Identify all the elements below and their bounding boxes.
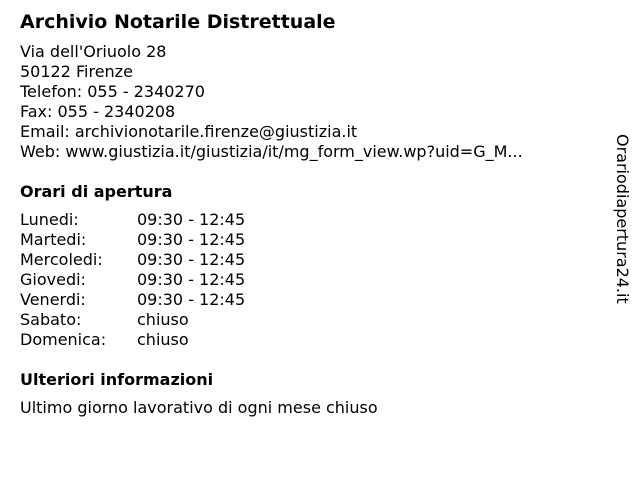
hours-value: 09:30 - 12:45 (137, 250, 246, 269)
hours-row (20, 270, 245, 290)
hours-value: 09:30 - 12:45 (137, 210, 246, 229)
hours-row (20, 230, 245, 250)
hours-value: chiuso (137, 330, 189, 349)
email-line: Email: archivionotarile.firenze@giustizia.it (20, 122, 358, 141)
additional-info-heading: Ulteriori informazioni (20, 370, 214, 389)
day-label: Venerdi: (20, 290, 86, 309)
day-label: Sabato: (20, 310, 82, 329)
contact-block (20, 42, 600, 162)
hours-row (20, 310, 245, 330)
opening-hours-table (20, 210, 245, 350)
hours-value: 09:30 - 12:45 (137, 230, 246, 249)
store-info-card (20, 10, 600, 418)
hours-row (20, 290, 245, 310)
phone-line: Telefon: 055 - 2340270 (20, 82, 205, 101)
web-line: Web: www.giustizia.it/giustizia/it/mg_form_view.wp?uid=G_M... (20, 142, 523, 161)
additional-info-text: Ultimo giorno lavorativo di ogni mese chiuso (20, 398, 378, 417)
hours-row (20, 330, 245, 350)
day-label: Martedi: (20, 230, 87, 249)
day-label: Lunedi: (20, 210, 79, 229)
hours-value: 09:30 - 12:45 (137, 270, 246, 289)
fax-line: Fax: 055 - 2340208 (20, 102, 176, 121)
brand-watermark: Orariodiapertura24.it (613, 134, 632, 304)
hours-row (20, 250, 245, 270)
day-label: Mercoledi: (20, 250, 103, 269)
address-city: 50122 Firenze (20, 62, 133, 81)
address-street: Via dell'Oriuolo 28 (20, 42, 167, 61)
hours-value: 09:30 - 12:45 (137, 290, 246, 309)
opening-hours-heading: Orari di apertura (20, 182, 173, 201)
day-label: Giovedi: (20, 270, 86, 289)
day-label: Domenica: (20, 330, 107, 349)
hours-value: chiuso (137, 310, 189, 329)
page-title: Archivio Notarile Distrettuale (20, 11, 336, 33)
hours-row (20, 210, 245, 230)
